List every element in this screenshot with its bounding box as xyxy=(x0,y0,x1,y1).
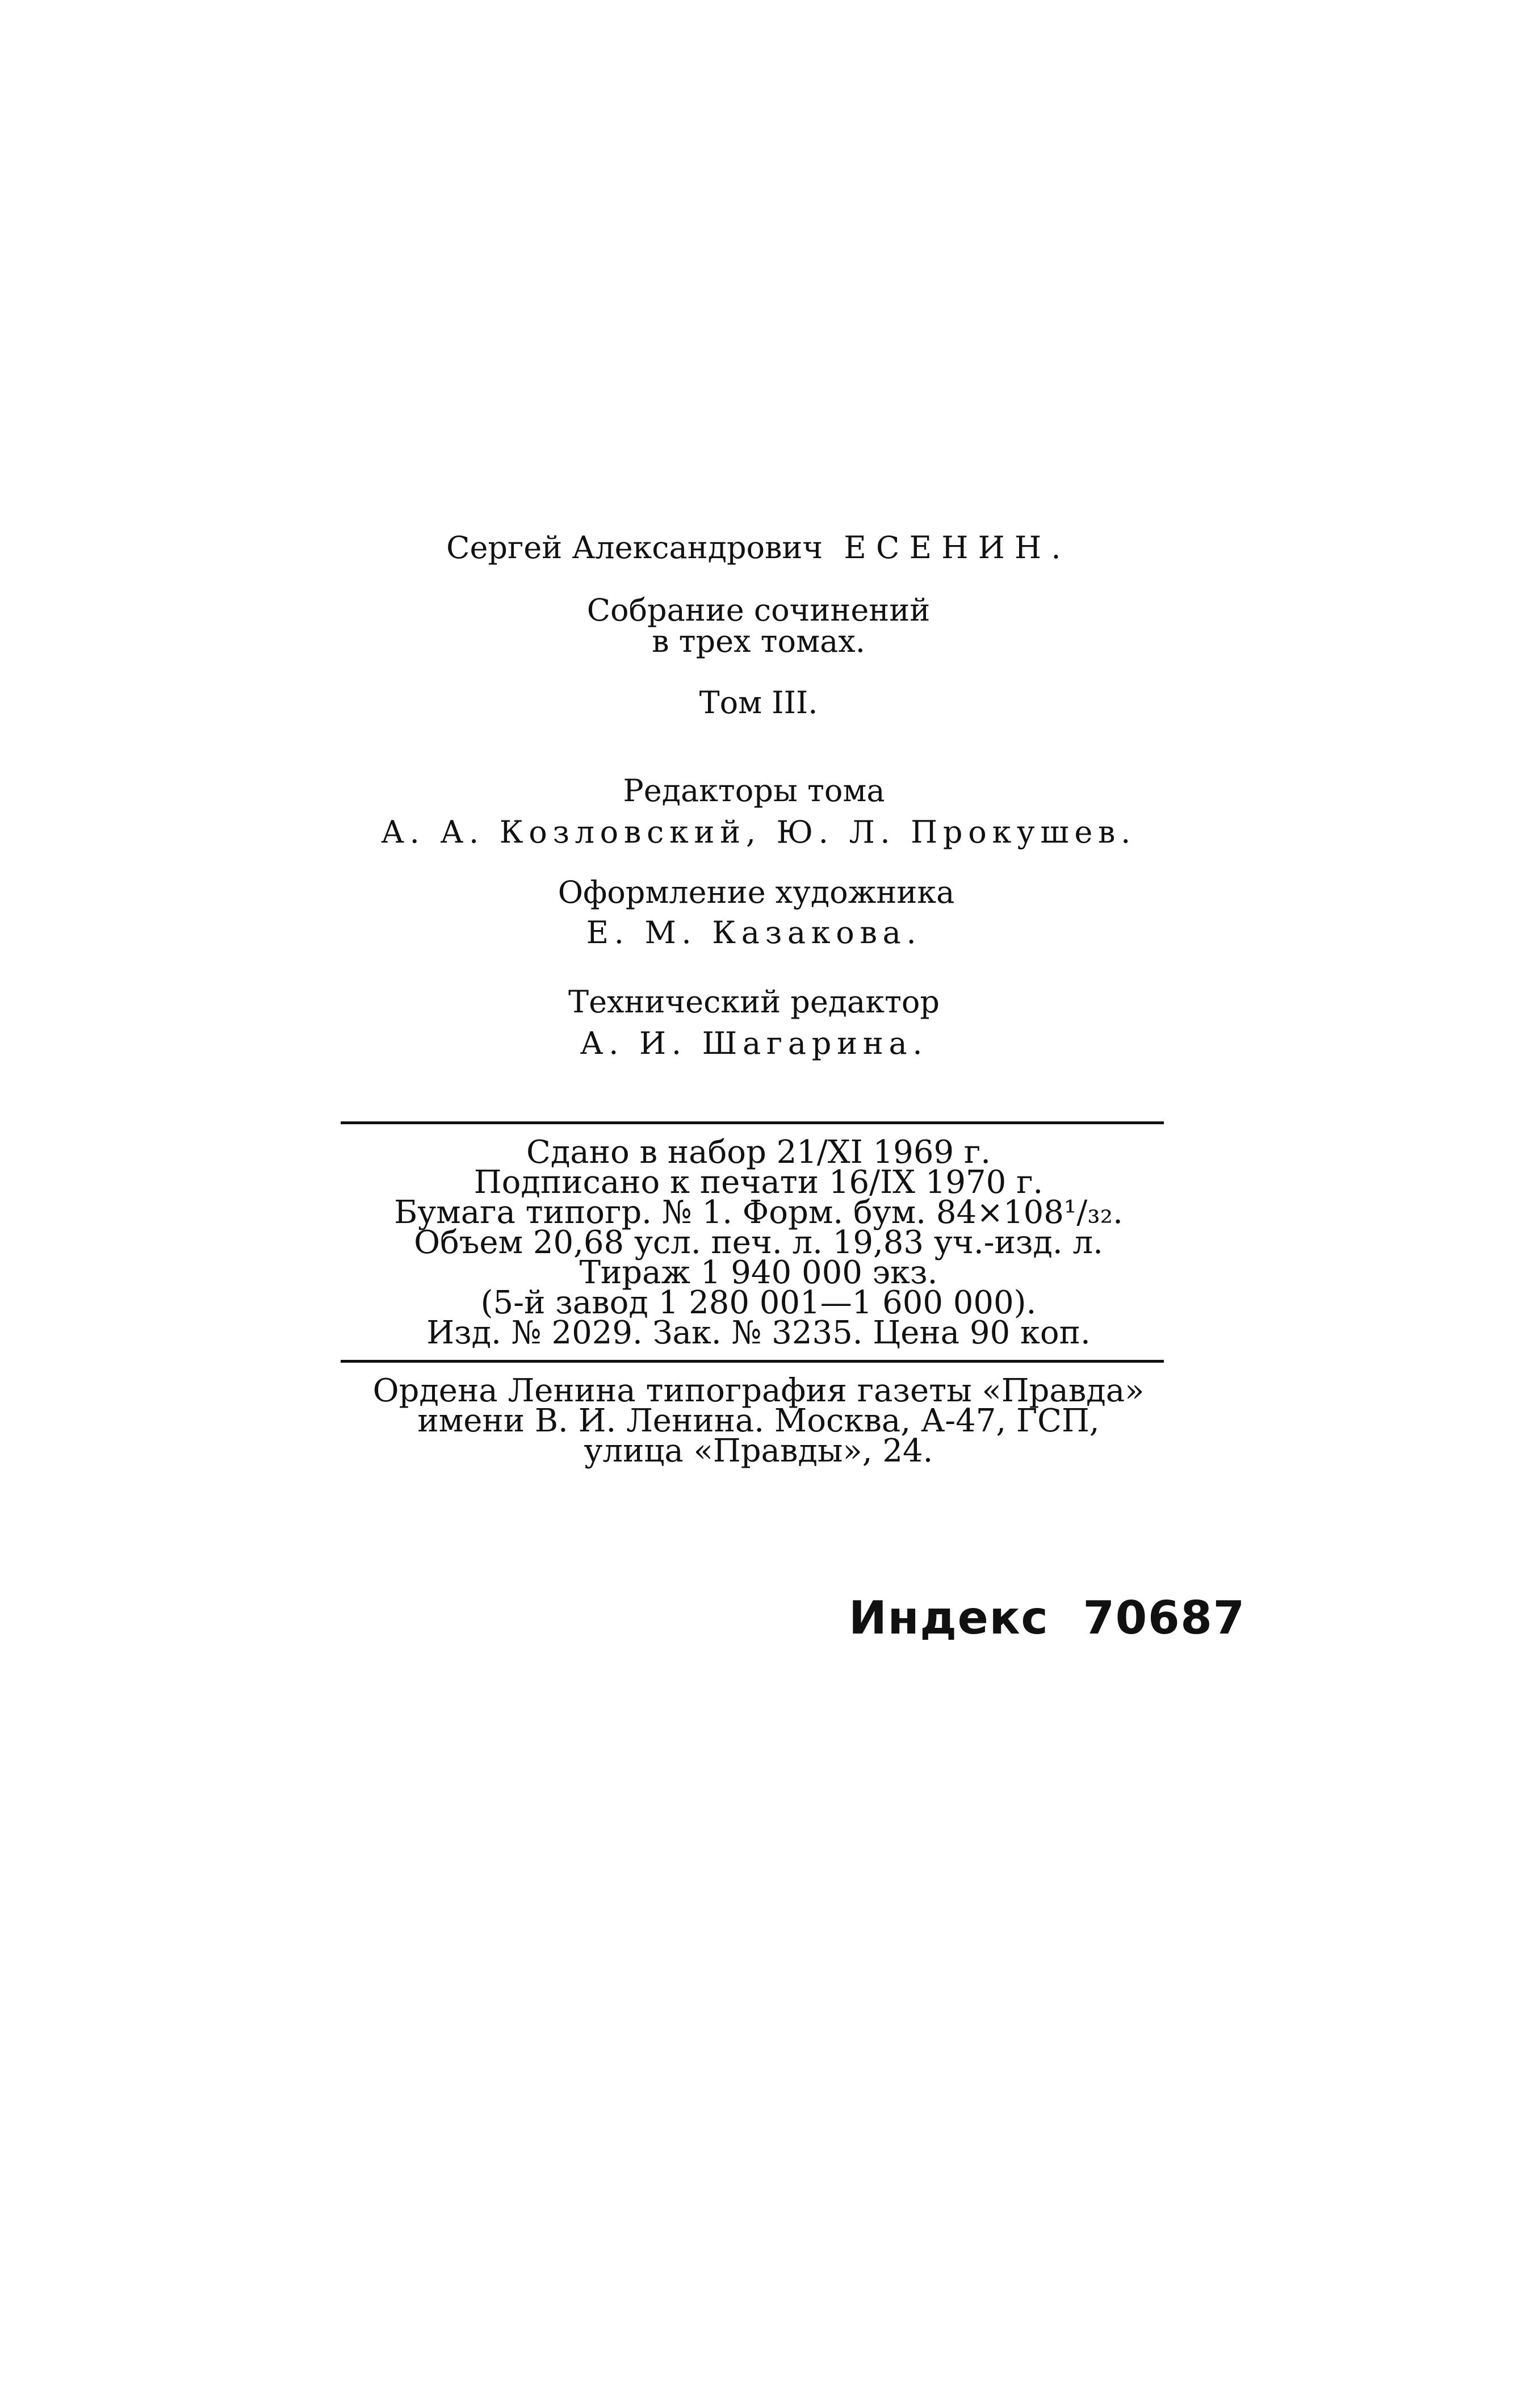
imprint-line: Объем 20,68 усл. печ. л. 19,83 уч.-изд. л. xyxy=(414,1224,1103,1261)
design-name: Е. М. Казакова. xyxy=(586,915,922,950)
author-line xyxy=(0,531,1517,565)
design-label: Оформление художника xyxy=(558,874,955,910)
index-value: 70687 xyxy=(1083,1592,1246,1644)
author-surname: ЕСЕНИН. xyxy=(844,530,1071,566)
tech-editor-label: Технический редактор xyxy=(568,984,940,1020)
index-label: Индекс xyxy=(849,1592,1049,1644)
imprint-line: Подписано к печати 16/IX 1970 г. xyxy=(473,1164,1044,1201)
imprint-line: Изд. № 2029. Зак. № 3235. Цена 90 коп. xyxy=(426,1314,1091,1351)
imprint-line: Сдано в набор 21/XI 1969 г. xyxy=(526,1134,991,1171)
bottom-rule xyxy=(341,1360,1164,1363)
author-prefix: Сергей Александрович xyxy=(446,530,823,566)
title-line-2: в трех томах. xyxy=(652,623,865,659)
printer-line: Ордена Ленина типография газеты «Правда» xyxy=(372,1372,1145,1409)
editors-names: А. А. Козловский, Ю. Л. Прокушев. xyxy=(380,814,1137,850)
imprint-line: (5-й завод 1 280 001—1 600 000). xyxy=(480,1284,1037,1321)
tech-editor-name: А. И. Шагарина. xyxy=(580,1025,928,1061)
imprint-line: Бумага типогр. № 1. Форм. бум. 84×108¹/₃₂. xyxy=(394,1194,1123,1231)
top-rule xyxy=(341,1121,1164,1124)
title-line-1: Собрание сочинений xyxy=(586,592,931,628)
editors-label: Редакторы тома xyxy=(623,773,885,809)
volume-label: Том III. xyxy=(699,685,818,721)
printer-line: улица «Правды», 24. xyxy=(584,1433,933,1469)
printer-line: имени В. И. Ленина. Москва, А-47, ГСП, xyxy=(417,1402,1100,1439)
imprint-line: Тираж 1 940 000 экз. xyxy=(579,1254,938,1291)
index-code xyxy=(849,1593,1246,1644)
